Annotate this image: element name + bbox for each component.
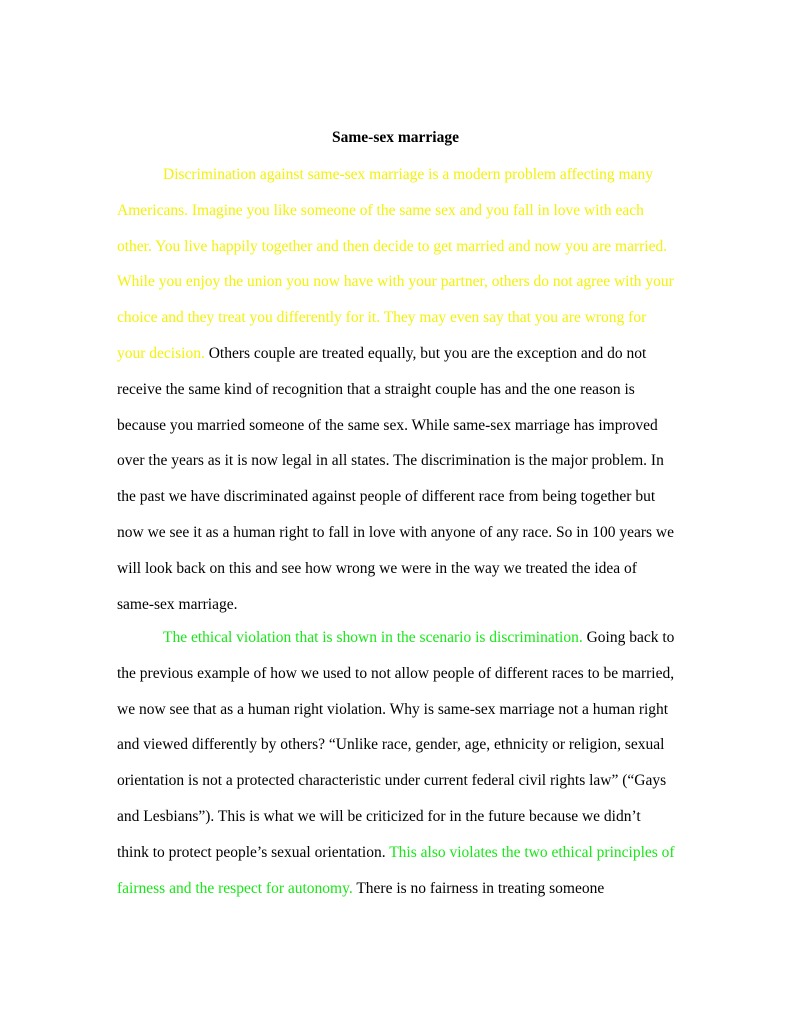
green-highlighted-principles: This also violates the two ethical principles of fairness and the respect for autonomy.	[117, 843, 675, 897]
document-title: Same-sex marriage	[332, 129, 459, 146]
paragraph-1-body: Others couple are treated equally, but you are the exception and do not receive the same kind of recognition that a straight couple has and the one reason is because you married someone of the same sex. While same-sex marriage has improved over the years as it is now legal in all states. The discrimination is the major problem. In the past we have discriminated against people of different race from being together but now we see it as a human right to fall in love with anyone of any race. So in 100 years we will look back on this and see how wrong we were in the way we treated the idea of same-sex marriage.	[117, 344, 674, 613]
paragraph-ethical-violation	[117, 620, 675, 906]
green-highlighted-thesis: The ethical violation that is shown in the scenario is discrimination.	[163, 629, 583, 646]
paragraph-2-body-part-1: Going back to the previous example of how we used to not allow people of different races to be married, we now see that as a human right violation. Why is same-sex marriage not a human right and viewed differently by others? “Unlike race, gender, age, ethnicity or religion, sexual orientation is not a protected characteristic under current federal civil rights law” (“Gays and Lesbians”). This is what we will be criticized for in the future because we didn’t think to protect people’s sexual orientation.	[117, 629, 675, 861]
paragraph-2-body-part-2: There is no fairness in treating someone	[352, 879, 605, 897]
yellow-highlighted-intro: Discrimination against same-sex marriage is a modern problem affecting many Americans. Imagine you like someone of the same sex and you fall in love with each other. You live happily together and then decide to get married and now you are married. While you enjoy the union you now have with your partner, others do not agree with your choice and they treat you differently for it. They may even say that you are wrong for your decision.	[117, 166, 674, 362]
paragraph-introduction	[117, 157, 675, 622]
